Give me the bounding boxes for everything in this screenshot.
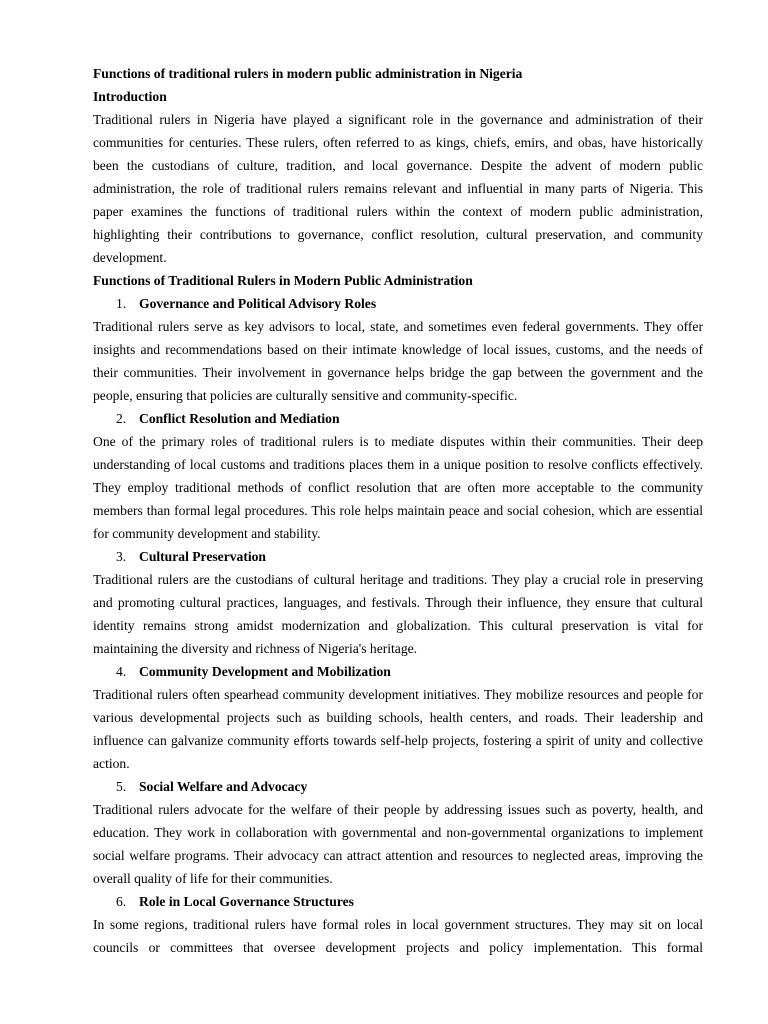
list-heading: Community Development and Mobilization [139, 664, 391, 679]
list-number: 4. [116, 664, 127, 679]
list-number: 2. [116, 411, 127, 426]
culture-paragraph: Traditional rulers are the custodians of cultural heritage and traditions. They play a crucial role in preserving and promoting cultural practices, languages, and festivals. Through their influence, they ensure that cultural identity remains strong amidst modernization and globalization. This cultural preservation is vital for maintaining the diversity and richness of Nigeria's heritage. [93, 572, 703, 656]
list-item-governance [93, 292, 703, 315]
list-number: 5. [116, 779, 127, 794]
list-number: 3. [116, 549, 127, 564]
list-item-culture [93, 545, 703, 568]
list-item-local-governance [93, 890, 703, 913]
list-item-welfare [93, 775, 703, 798]
community-paragraph: Traditional rulers often spearhead community development initiatives. They mobilize resources and people for various developmental projects such as building schools, health centers, and roads. Their leadership and influence can galvanize community efforts towards self-help projects, fostering a spirit of unity and collective action. [93, 687, 703, 771]
section-heading: Functions of Traditional Rulers in Modern Public Administration [93, 273, 473, 288]
intro-heading: Introduction [93, 89, 167, 104]
list-item-conflict [93, 407, 703, 430]
list-heading: Governance and Political Advisory Roles [139, 296, 377, 311]
list-number: 1. [116, 296, 127, 311]
conflict-paragraph: One of the primary roles of traditional rulers is to mediate disputes within their communities. Their deep understanding of local customs and traditions places them in a unique position to resolve conflicts effectively. They employ traditional methods of conflict resolution that are often more acceptable to the community members than formal legal procedures. This role helps maintain peace and social cohesion, which are essential for community development and stability. [93, 434, 703, 541]
welfare-paragraph: Traditional rulers advocate for the welfare of their people by addressing issues such as poverty, health, and education. They work in collaboration with governmental and non-governmental organizations to implement social welfare programs. Their advocacy can attract attention and resources to neglected areas, improving the overall quality of life for their communities. [93, 802, 703, 886]
list-heading: Role in Local Governance Structures [139, 894, 354, 909]
governance-paragraph: Traditional rulers serve as key advisors to local, state, and sometimes even federal governments. They offer insights and recommendations based on their intimate knowledge of local issues, customs, and the needs of their communities. Their involvement in governance helps bridge the gap between the government and the people, ensuring that policies are culturally sensitive and community-specific. [93, 319, 703, 403]
list-number: 6. [116, 894, 127, 909]
list-heading: Social Welfare and Advocacy [139, 779, 308, 794]
document-page [93, 62, 703, 959]
list-heading: Cultural Preservation [139, 549, 266, 564]
document-title: Functions of traditional rulers in modern public administration in Nigeria [93, 66, 523, 81]
list-heading: Conflict Resolution and Mediation [139, 411, 340, 426]
local-governance-paragraph: In some regions, traditional rulers have formal roles in local government structures. They may sit on local councils or committees that oversee development projects and policy implementation. This formal [93, 917, 703, 955]
list-item-community [93, 660, 703, 683]
intro-paragraph: Traditional rulers in Nigeria have played a significant role in the governance and administration of their communities for centuries. These rulers, often referred to as kings, chiefs, emirs, and obas, have historically been the custodians of culture, tradition, and local governance. Despite the advent of modern public administration, the role of traditional rulers remains relevant and influential in many parts of Nigeria. This paper examines the functions of traditional rulers within the context of modern public administration, highlighting their contributions to governance, conflict resolution, cultural preservation, and community development. [93, 112, 703, 265]
